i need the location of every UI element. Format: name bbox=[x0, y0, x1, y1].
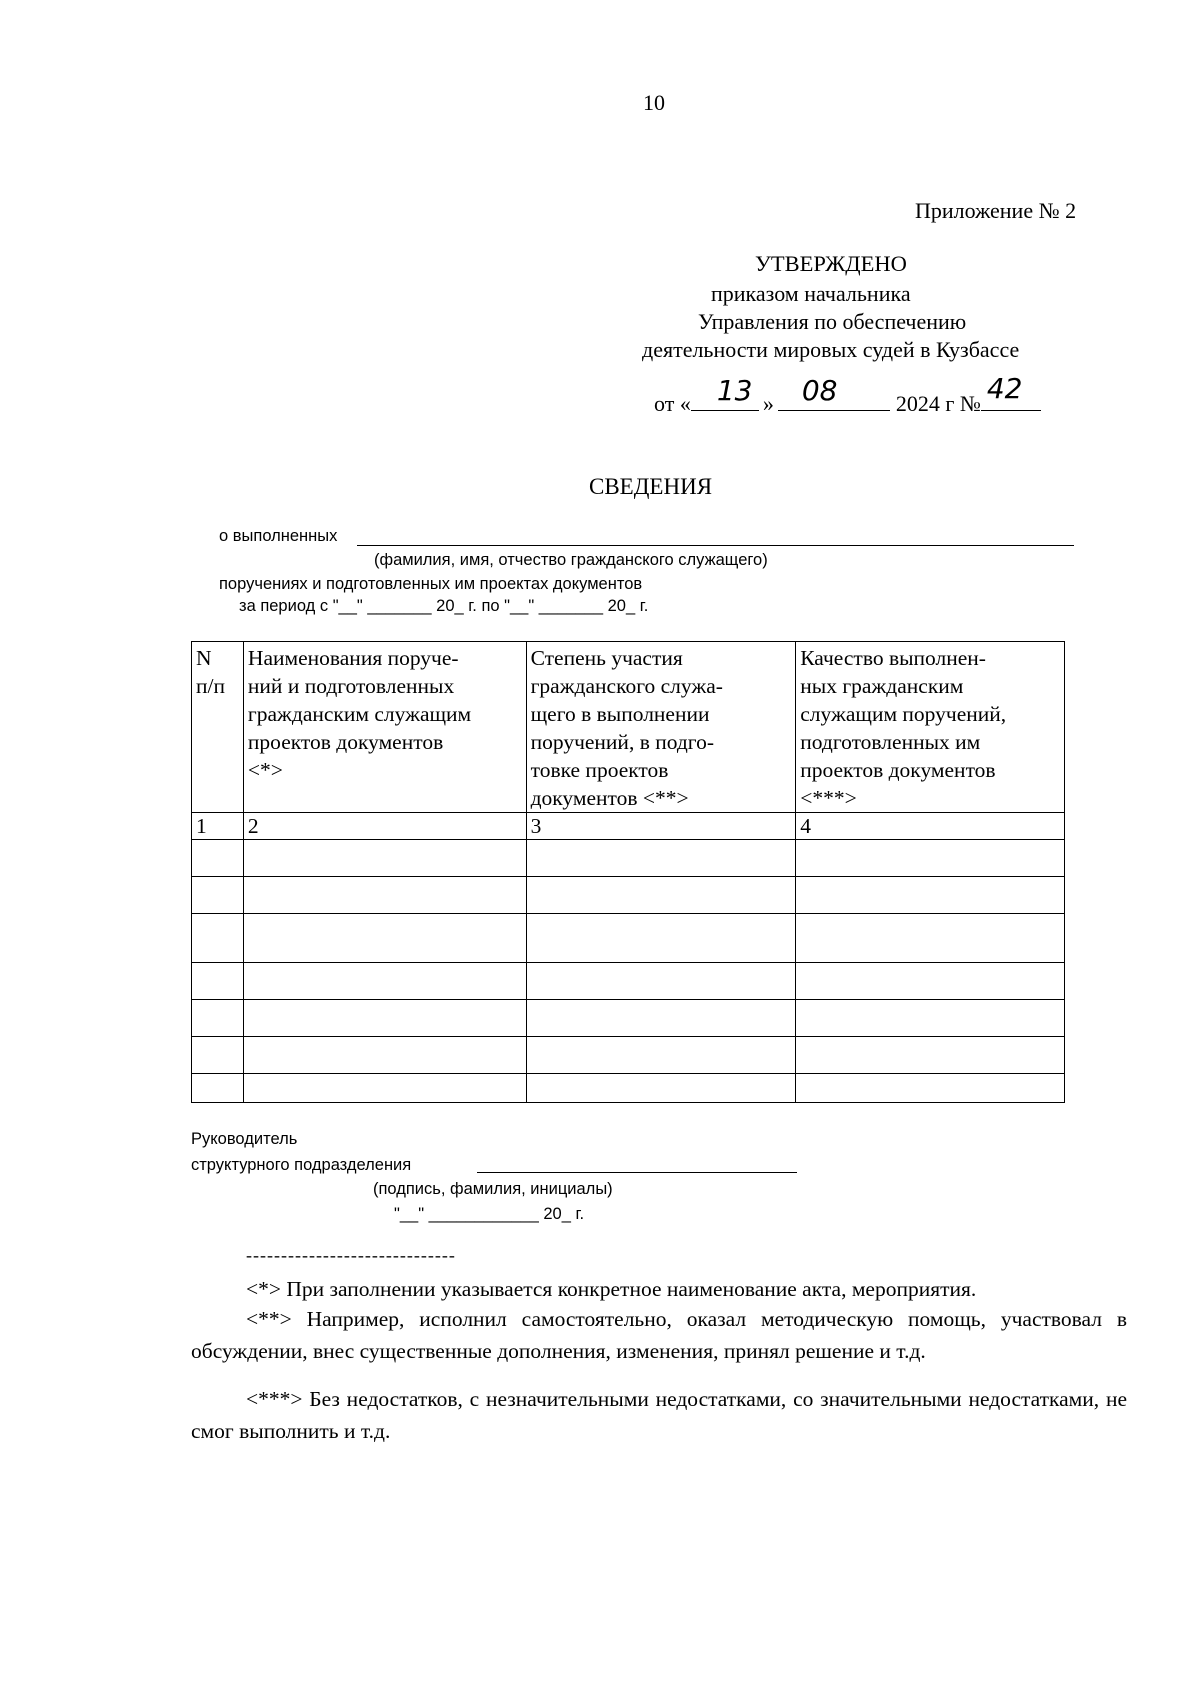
footnote-2-text: <**> Например, исполнил самостоятельно, оказал методическую помощь, участвовал в обсуждении, внес существенные дополнения, изменения, принял решение и т.д. bbox=[191, 1307, 1127, 1363]
table-cell[interactable] bbox=[243, 1037, 526, 1074]
table-cell[interactable] bbox=[243, 1000, 526, 1037]
table-cell[interactable] bbox=[243, 840, 526, 877]
approval-title: УТВЕРЖДЕНО bbox=[755, 251, 907, 276]
table-cell[interactable] bbox=[796, 1037, 1065, 1074]
table-cell[interactable] bbox=[192, 877, 244, 914]
date-prefix: от « bbox=[654, 391, 691, 416]
table-cell[interactable] bbox=[796, 1000, 1065, 1037]
number-field bbox=[981, 372, 1041, 411]
page-number: 10 bbox=[643, 90, 665, 115]
date-mid: » bbox=[762, 391, 774, 416]
approval-line-1: приказом начальника bbox=[711, 281, 911, 306]
table-cell[interactable] bbox=[526, 914, 796, 963]
table-cell[interactable] bbox=[192, 914, 244, 963]
signature-hint: (подпись, фамилия, инициалы) bbox=[373, 1180, 613, 1198]
document-heading: СВЕДЕНИЯ bbox=[589, 474, 713, 499]
footnote-3-text: <***> Без недостатков, с незначительными недостатками, со значительными недостатками, не смог выполнить и т.д. bbox=[191, 1387, 1127, 1443]
table-row bbox=[192, 840, 1065, 877]
subheading-line-2: поручениях и подготовленных им проектах документов bbox=[219, 575, 643, 593]
number-handwritten: 42 bbox=[986, 372, 1023, 405]
footnote-3 bbox=[191, 1383, 1127, 1447]
month-handwritten: 08 bbox=[801, 374, 838, 407]
table-cell[interactable] bbox=[526, 1074, 796, 1103]
table-cell[interactable] bbox=[192, 840, 244, 877]
column-number-1: 1 bbox=[192, 813, 244, 840]
table-cell[interactable] bbox=[526, 1000, 796, 1037]
table-header-row bbox=[192, 642, 1065, 813]
approval-line-3: деятельности мировых судей в Кузбассе bbox=[642, 337, 1020, 362]
table-row bbox=[192, 914, 1065, 963]
day-handwritten: 13 bbox=[716, 374, 753, 407]
table-column-numbers-row bbox=[192, 813, 1065, 840]
table-cell[interactable] bbox=[192, 1074, 244, 1103]
table-row bbox=[192, 877, 1065, 914]
table-cell[interactable] bbox=[526, 963, 796, 1000]
table-row bbox=[192, 1037, 1065, 1074]
header-number: N п/п bbox=[192, 642, 244, 813]
column-number-2: 2 bbox=[243, 813, 526, 840]
table-cell[interactable] bbox=[192, 1037, 244, 1074]
year-text: 2024 г № bbox=[895, 391, 981, 416]
table-cell[interactable] bbox=[243, 877, 526, 914]
footnote-separator: ------------------------------ bbox=[246, 1245, 456, 1265]
name-hint: (фамилия, имя, отчество гражданского служащего) bbox=[374, 551, 768, 569]
table-cell[interactable] bbox=[796, 914, 1065, 963]
signature-date: "__" ____________ 20_ г. bbox=[394, 1205, 585, 1223]
table-cell[interactable] bbox=[192, 1000, 244, 1037]
approval-line-2: Управления по обеспечению bbox=[698, 309, 967, 334]
table-cell[interactable] bbox=[243, 914, 526, 963]
month-field bbox=[778, 374, 890, 411]
table-cell[interactable] bbox=[243, 963, 526, 1000]
footnote-1: <*> При заполнении указывается конкретное наименование акта, мероприятия. bbox=[246, 1277, 977, 1301]
table-cell[interactable] bbox=[243, 1074, 526, 1103]
appendix-label: Приложение № 2 bbox=[915, 198, 1077, 223]
table-cell[interactable] bbox=[796, 840, 1065, 877]
name-underline bbox=[357, 545, 1074, 546]
signature-underline bbox=[477, 1172, 797, 1173]
table-cell[interactable] bbox=[526, 1037, 796, 1074]
header-assignments: Наименования поруче- ний и подготовленных гражданским служащим проектов документов <*> bbox=[243, 642, 526, 813]
day-field bbox=[691, 374, 759, 411]
header-participation: Степень участия гражданского служа- щего в выполнении поручений, в подго- товке проектов документов <**> bbox=[526, 642, 796, 813]
subheading-period: за период с "__" _______ 20_ г. по "__" _______ 20_ г. bbox=[239, 597, 649, 615]
report-table bbox=[191, 641, 1065, 1103]
column-number-3: 3 bbox=[526, 813, 796, 840]
table-cell[interactable] bbox=[796, 963, 1065, 1000]
approval-date-line bbox=[654, 372, 1041, 417]
footnote-2 bbox=[191, 1303, 1127, 1367]
column-number-4: 4 bbox=[796, 813, 1065, 840]
table-cell[interactable] bbox=[796, 877, 1065, 914]
table-row bbox=[192, 1074, 1065, 1103]
table-row bbox=[192, 1000, 1065, 1037]
table-cell[interactable] bbox=[526, 840, 796, 877]
table-cell[interactable] bbox=[526, 877, 796, 914]
subheading-line-1-label: о выполненных bbox=[219, 527, 338, 545]
header-quality: Качество выполнен- ных гражданским служащим поручений, подготовленных им проектов документов <***> bbox=[796, 642, 1065, 813]
table-cell[interactable] bbox=[796, 1074, 1065, 1103]
signature-line-2: структурного подразделения bbox=[191, 1156, 412, 1174]
table-cell[interactable] bbox=[192, 963, 244, 1000]
table-row bbox=[192, 963, 1065, 1000]
signature-line-1: Руководитель bbox=[191, 1130, 298, 1148]
